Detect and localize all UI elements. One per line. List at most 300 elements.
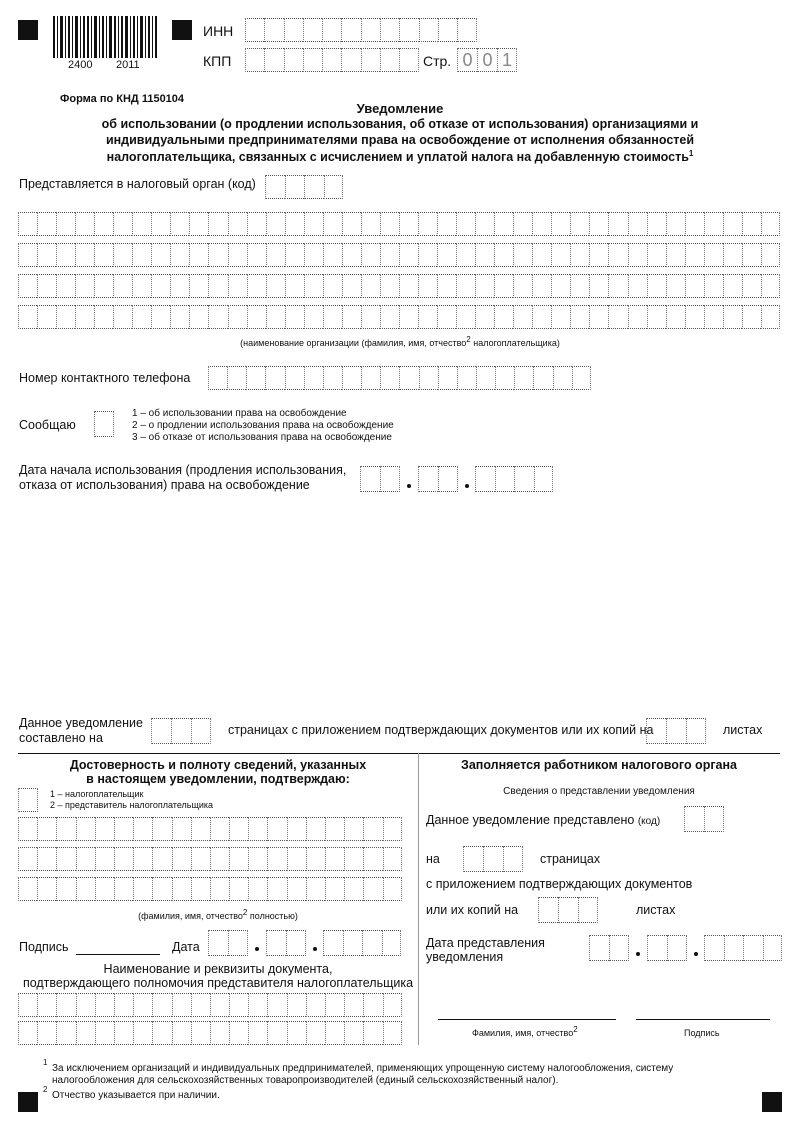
input-cell[interactable]: [37, 212, 56, 236]
input-cell[interactable]: [685, 305, 704, 329]
input-cell[interactable]: [363, 847, 382, 871]
input-cell[interactable]: [247, 212, 266, 236]
input-cell[interactable]: [380, 274, 399, 298]
input-cell[interactable]: [248, 847, 267, 871]
input-cell[interactable]: [456, 305, 475, 329]
signature-line[interactable]: [76, 954, 160, 955]
input-cell[interactable]: [75, 274, 94, 298]
input-cell[interactable]: [287, 877, 306, 901]
input-cell[interactable]: [56, 993, 75, 1017]
input-cell[interactable]: [247, 243, 266, 267]
input-cell[interactable]: [132, 274, 151, 298]
start-date-year-field[interactable]: [475, 466, 553, 492]
input-cell[interactable]: [229, 877, 248, 901]
input-cell[interactable]: [113, 243, 132, 267]
input-cell[interactable]: [342, 212, 361, 236]
input-cell[interactable]: [589, 305, 608, 329]
input-cell[interactable]: [266, 243, 285, 267]
input-cell[interactable]: [151, 274, 170, 298]
input-cell[interactable]: [56, 305, 75, 329]
input-cell[interactable]: [456, 243, 475, 267]
input-cell[interactable]: [475, 243, 494, 267]
receipt-date-month-field[interactable]: [647, 935, 687, 961]
input-cell[interactable]: [94, 274, 113, 298]
input-cell[interactable]: [438, 366, 457, 390]
input-cell[interactable]: [18, 847, 37, 871]
input-cell[interactable]: [456, 274, 475, 298]
input-cell[interactable]: [589, 243, 608, 267]
sign-date-year-field[interactable]: [323, 930, 401, 956]
input-cell[interactable]: [494, 305, 513, 329]
input-cell[interactable]: [248, 877, 267, 901]
input-cell[interactable]: [189, 274, 208, 298]
input-cell[interactable]: [95, 817, 114, 841]
input-cell[interactable]: [532, 274, 551, 298]
input-cell[interactable]: [266, 274, 285, 298]
org-name-row[interactable]: [18, 212, 780, 236]
input-cell[interactable]: [304, 305, 323, 329]
signer-fio-row[interactable]: [18, 877, 402, 901]
sheets-count-field[interactable]: [646, 718, 706, 744]
tax-office-code-field[interactable]: [265, 175, 343, 199]
input-cell[interactable]: [476, 366, 495, 390]
input-cell[interactable]: [191, 877, 210, 901]
input-cell[interactable]: [363, 993, 382, 1017]
input-cell[interactable]: [306, 877, 325, 901]
input-cell[interactable]: [325, 1021, 344, 1045]
input-cell[interactable]: [285, 305, 304, 329]
input-cell[interactable]: [399, 243, 418, 267]
input-cell[interactable]: [18, 212, 37, 236]
authority-doc-row[interactable]: [18, 1021, 402, 1045]
input-cell[interactable]: [75, 305, 94, 329]
input-cell[interactable]: [570, 305, 589, 329]
input-cell[interactable]: [475, 274, 494, 298]
authority-doc-row[interactable]: [18, 993, 402, 1017]
input-cell[interactable]: [287, 847, 306, 871]
input-cell[interactable]: [95, 1021, 114, 1045]
input-cell[interactable]: [344, 847, 363, 871]
input-cell[interactable]: [37, 817, 56, 841]
input-cell[interactable]: [363, 877, 382, 901]
input-cell[interactable]: [494, 274, 513, 298]
input-cell[interactable]: [342, 305, 361, 329]
input-cell[interactable]: [37, 305, 56, 329]
input-cell[interactable]: [647, 305, 666, 329]
input-cell[interactable]: [513, 212, 532, 236]
input-cell[interactable]: [306, 993, 325, 1017]
input-cell[interactable]: [18, 993, 37, 1017]
input-cell[interactable]: [628, 305, 647, 329]
input-cell[interactable]: [94, 243, 113, 267]
input-cell[interactable]: [228, 243, 247, 267]
input-cell[interactable]: [152, 817, 171, 841]
input-cell[interactable]: [666, 274, 685, 298]
input-cell[interactable]: [113, 212, 132, 236]
authority-doc-field[interactable]: [18, 993, 402, 1045]
input-cell[interactable]: [380, 212, 399, 236]
input-cell[interactable]: [666, 212, 685, 236]
input-cell[interactable]: [37, 847, 56, 871]
input-cell[interactable]: [56, 817, 75, 841]
input-cell[interactable]: [56, 1021, 75, 1045]
input-cell[interactable]: [323, 305, 342, 329]
input-cell[interactable]: [383, 993, 402, 1017]
input-cell[interactable]: [418, 274, 437, 298]
input-cell[interactable]: [304, 366, 323, 390]
input-cell[interactable]: [210, 847, 229, 871]
input-cell[interactable]: [114, 817, 133, 841]
input-cell[interactable]: [608, 274, 627, 298]
input-cell[interactable]: [551, 212, 570, 236]
input-cell[interactable]: [191, 817, 210, 841]
input-cell[interactable]: [399, 212, 418, 236]
input-cell[interactable]: [437, 243, 456, 267]
input-cell[interactable]: [628, 243, 647, 267]
input-cell[interactable]: [418, 243, 437, 267]
input-cell[interactable]: [666, 305, 685, 329]
input-cell[interactable]: [152, 993, 171, 1017]
received-pages-field[interactable]: [463, 846, 523, 872]
input-cell[interactable]: [380, 305, 399, 329]
input-cell[interactable]: [304, 212, 323, 236]
input-cell[interactable]: [170, 243, 189, 267]
input-cell[interactable]: [37, 993, 56, 1017]
input-cell[interactable]: [344, 817, 363, 841]
input-cell[interactable]: [76, 877, 95, 901]
input-cell[interactable]: [229, 847, 248, 871]
input-cell[interactable]: [56, 847, 75, 871]
input-cell[interactable]: [56, 212, 75, 236]
input-cell[interactable]: [285, 212, 304, 236]
input-cell[interactable]: [551, 243, 570, 267]
input-cell[interactable]: [132, 305, 151, 329]
input-cell[interactable]: [151, 212, 170, 236]
input-cell[interactable]: [325, 847, 344, 871]
input-cell[interactable]: [18, 877, 37, 901]
input-cell[interactable]: [551, 274, 570, 298]
input-cell[interactable]: [742, 212, 761, 236]
input-cell[interactable]: [628, 274, 647, 298]
input-cell[interactable]: [229, 817, 248, 841]
input-cell[interactable]: [75, 212, 94, 236]
input-cell[interactable]: [363, 1021, 382, 1045]
input-cell[interactable]: [418, 212, 437, 236]
input-cell[interactable]: [742, 274, 761, 298]
input-cell[interactable]: [287, 1021, 306, 1045]
input-cell[interactable]: [761, 243, 780, 267]
input-cell[interactable]: [133, 1021, 152, 1045]
input-cell[interactable]: [266, 212, 285, 236]
input-cell[interactable]: [133, 993, 152, 1017]
input-cell[interactable]: [210, 1021, 229, 1045]
input-cell[interactable]: [570, 212, 589, 236]
input-cell[interactable]: [666, 243, 685, 267]
input-cell[interactable]: [380, 366, 399, 390]
input-cell[interactable]: [457, 366, 476, 390]
input-cell[interactable]: [287, 993, 306, 1017]
input-cell[interactable]: [76, 1021, 95, 1045]
inn-field[interactable]: [245, 18, 477, 42]
input-cell[interactable]: [248, 817, 267, 841]
input-cell[interactable]: [267, 847, 286, 871]
input-cell[interactable]: [287, 817, 306, 841]
input-cell[interactable]: [344, 877, 363, 901]
input-cell[interactable]: [208, 243, 227, 267]
input-cell[interactable]: [742, 305, 761, 329]
input-cell[interactable]: [133, 877, 152, 901]
input-cell[interactable]: [723, 212, 742, 236]
input-cell[interactable]: [208, 305, 227, 329]
input-cell[interactable]: [325, 993, 344, 1017]
input-cell[interactable]: [704, 243, 723, 267]
org-name-row[interactable]: [18, 305, 780, 329]
input-cell[interactable]: [227, 366, 246, 390]
input-cell[interactable]: [325, 877, 344, 901]
input-cell[interactable]: [285, 243, 304, 267]
input-cell[interactable]: [342, 243, 361, 267]
input-cell[interactable]: [114, 847, 133, 871]
input-cell[interactable]: [94, 305, 113, 329]
org-name-field[interactable]: [18, 212, 780, 330]
input-cell[interactable]: [228, 305, 247, 329]
input-cell[interactable]: [361, 212, 380, 236]
input-cell[interactable]: [608, 305, 627, 329]
input-cell[interactable]: [494, 243, 513, 267]
input-cell[interactable]: [628, 212, 647, 236]
input-cell[interactable]: [172, 847, 191, 871]
received-sheets-field[interactable]: [538, 897, 598, 923]
input-cell[interactable]: [114, 877, 133, 901]
signer-fio-row[interactable]: [18, 847, 402, 871]
input-cell[interactable]: [228, 274, 247, 298]
input-cell[interactable]: [56, 243, 75, 267]
input-cell[interactable]: [37, 877, 56, 901]
input-cell[interactable]: [285, 366, 304, 390]
org-name-row[interactable]: [18, 243, 780, 267]
org-name-row[interactable]: [18, 274, 780, 298]
input-cell[interactable]: [361, 305, 380, 329]
input-cell[interactable]: [572, 366, 591, 390]
input-cell[interactable]: [342, 366, 361, 390]
kpp-field[interactable]: [245, 48, 419, 72]
input-cell[interactable]: [437, 305, 456, 329]
input-cell[interactable]: [229, 993, 248, 1017]
input-cell[interactable]: [267, 1021, 286, 1045]
input-cell[interactable]: [114, 993, 133, 1017]
input-cell[interactable]: [172, 817, 191, 841]
input-cell[interactable]: [383, 817, 402, 841]
input-cell[interactable]: [344, 1021, 363, 1045]
input-cell[interactable]: [228, 212, 247, 236]
input-cell[interactable]: [608, 212, 627, 236]
phone-field[interactable]: [208, 366, 591, 390]
input-cell[interactable]: [18, 274, 37, 298]
input-cell[interactable]: [323, 274, 342, 298]
input-cell[interactable]: [285, 274, 304, 298]
input-cell[interactable]: [704, 212, 723, 236]
input-cell[interactable]: [304, 243, 323, 267]
receipt-date-day-field[interactable]: [589, 935, 629, 961]
input-cell[interactable]: [551, 305, 570, 329]
input-cell[interactable]: [95, 993, 114, 1017]
input-cell[interactable]: [208, 212, 227, 236]
input-cell[interactable]: [418, 305, 437, 329]
input-cell[interactable]: [151, 243, 170, 267]
input-cell[interactable]: [208, 366, 227, 390]
officer-fio-line[interactable]: [438, 1019, 616, 1020]
input-cell[interactable]: [152, 877, 171, 901]
input-cell[interactable]: [189, 212, 208, 236]
input-cell[interactable]: [704, 305, 723, 329]
input-cell[interactable]: [608, 243, 627, 267]
input-cell[interactable]: [18, 1021, 37, 1045]
input-cell[interactable]: [133, 847, 152, 871]
input-cell[interactable]: [76, 993, 95, 1017]
input-cell[interactable]: [132, 212, 151, 236]
input-cell[interactable]: [761, 305, 780, 329]
input-cell[interactable]: [437, 274, 456, 298]
input-cell[interactable]: [723, 305, 742, 329]
input-cell[interactable]: [191, 847, 210, 871]
input-cell[interactable]: [589, 212, 608, 236]
input-cell[interactable]: [570, 274, 589, 298]
input-cell[interactable]: [189, 305, 208, 329]
input-cell[interactable]: [37, 274, 56, 298]
input-cell[interactable]: [267, 993, 286, 1017]
submission-code-field[interactable]: [684, 806, 724, 832]
input-cell[interactable]: [191, 993, 210, 1017]
input-cell[interactable]: [533, 366, 552, 390]
input-cell[interactable]: [56, 877, 75, 901]
input-cell[interactable]: [323, 212, 342, 236]
input-cell[interactable]: [361, 274, 380, 298]
input-cell[interactable]: [247, 274, 266, 298]
input-cell[interactable]: [210, 993, 229, 1017]
input-cell[interactable]: [306, 847, 325, 871]
input-cell[interactable]: [113, 305, 132, 329]
input-cell[interactable]: [210, 817, 229, 841]
input-cell[interactable]: [248, 993, 267, 1017]
input-cell[interactable]: [361, 366, 380, 390]
signer-fio-row[interactable]: [18, 817, 402, 841]
input-cell[interactable]: [95, 877, 114, 901]
input-cell[interactable]: [475, 305, 494, 329]
receipt-date-year-field[interactable]: [704, 935, 782, 961]
input-cell[interactable]: [18, 243, 37, 267]
input-cell[interactable]: [76, 817, 95, 841]
input-cell[interactable]: [342, 274, 361, 298]
input-cell[interactable]: [514, 366, 533, 390]
pages-count-field[interactable]: [151, 718, 211, 744]
input-cell[interactable]: [513, 274, 532, 298]
input-cell[interactable]: [761, 274, 780, 298]
input-cell[interactable]: [399, 366, 418, 390]
signer-fio-field[interactable]: [18, 817, 402, 903]
input-cell[interactable]: [323, 366, 342, 390]
input-cell[interactable]: [170, 305, 189, 329]
input-cell[interactable]: [361, 243, 380, 267]
input-cell[interactable]: [191, 1021, 210, 1045]
input-cell[interactable]: [383, 1021, 402, 1045]
input-cell[interactable]: [76, 847, 95, 871]
input-cell[interactable]: [723, 274, 742, 298]
input-cell[interactable]: [532, 243, 551, 267]
input-cell[interactable]: [380, 243, 399, 267]
input-cell[interactable]: [647, 243, 666, 267]
input-cell[interactable]: [647, 212, 666, 236]
input-cell[interactable]: [513, 243, 532, 267]
input-cell[interactable]: [152, 1021, 171, 1045]
input-cell[interactable]: [532, 212, 551, 236]
input-cell[interactable]: [170, 274, 189, 298]
input-cell[interactable]: [532, 305, 551, 329]
input-cell[interactable]: [494, 212, 513, 236]
start-date-month-field[interactable]: [418, 466, 458, 492]
input-cell[interactable]: [18, 817, 37, 841]
input-cell[interactable]: [172, 877, 191, 901]
input-cell[interactable]: [475, 212, 494, 236]
input-cell[interactable]: [132, 243, 151, 267]
input-cell[interactable]: [513, 305, 532, 329]
input-cell[interactable]: [589, 274, 608, 298]
input-cell[interactable]: [208, 274, 227, 298]
input-cell[interactable]: [246, 366, 265, 390]
input-cell[interactable]: [94, 212, 113, 236]
input-cell[interactable]: [553, 366, 572, 390]
input-cell[interactable]: [399, 274, 418, 298]
input-cell[interactable]: [172, 993, 191, 1017]
input-cell[interactable]: [323, 243, 342, 267]
sign-date-day-field[interactable]: [208, 930, 248, 956]
input-cell[interactable]: [95, 847, 114, 871]
input-cell[interactable]: [344, 993, 363, 1017]
input-cell[interactable]: [75, 243, 94, 267]
input-cell[interactable]: [210, 877, 229, 901]
input-cell[interactable]: [399, 305, 418, 329]
input-cell[interactable]: [267, 817, 286, 841]
input-cell[interactable]: [152, 847, 171, 871]
input-cell[interactable]: [456, 212, 475, 236]
input-cell[interactable]: [419, 366, 438, 390]
input-cell[interactable]: [113, 274, 132, 298]
input-cell[interactable]: [170, 212, 189, 236]
input-cell[interactable]: [18, 305, 37, 329]
input-cell[interactable]: [265, 366, 284, 390]
input-cell[interactable]: [37, 243, 56, 267]
input-cell[interactable]: [266, 305, 285, 329]
input-cell[interactable]: [151, 305, 170, 329]
input-cell[interactable]: [495, 366, 514, 390]
input-cell[interactable]: [56, 274, 75, 298]
input-cell[interactable]: [325, 817, 344, 841]
start-date-day-field[interactable]: [360, 466, 400, 492]
input-cell[interactable]: [704, 274, 723, 298]
input-cell[interactable]: [363, 817, 382, 841]
input-cell[interactable]: [229, 1021, 248, 1045]
input-cell[interactable]: [267, 877, 286, 901]
input-cell[interactable]: [685, 243, 704, 267]
input-cell[interactable]: [247, 305, 266, 329]
sign-date-month-field[interactable]: [266, 930, 306, 956]
input-cell[interactable]: [37, 1021, 56, 1045]
input-cell[interactable]: [304, 274, 323, 298]
input-cell[interactable]: [306, 1021, 325, 1045]
input-cell[interactable]: [742, 243, 761, 267]
input-cell[interactable]: [383, 847, 402, 871]
input-cell[interactable]: [723, 243, 742, 267]
input-cell[interactable]: [248, 1021, 267, 1045]
